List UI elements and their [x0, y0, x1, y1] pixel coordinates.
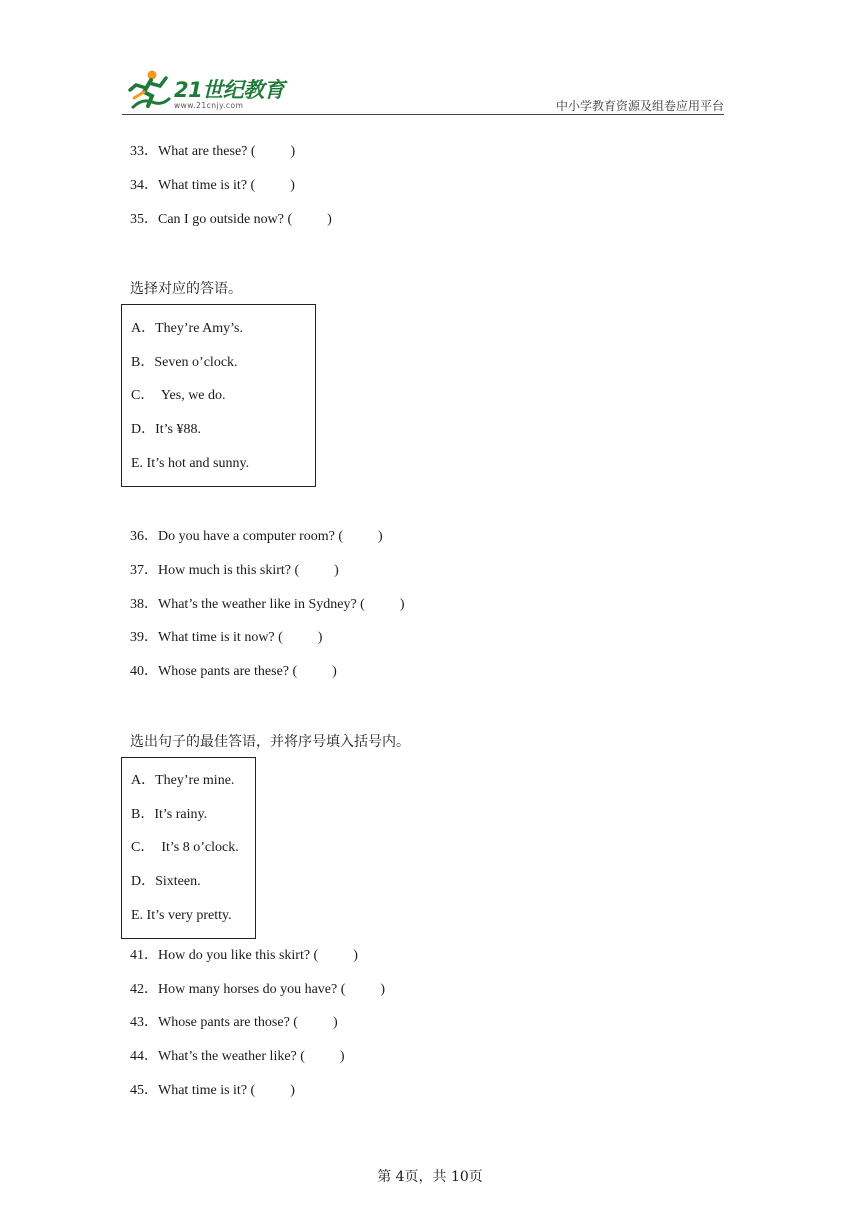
page-number: 第 4页，共 10页: [377, 1169, 483, 1185]
question-36: 36．Do you have a computer room? ( ): [130, 529, 383, 544]
section2-title: 选出句子的最佳答语，并将序号填入括号内。: [130, 734, 410, 750]
section1-option-d: D．It’s ¥88.: [131, 422, 201, 437]
site-logo: [122, 66, 297, 118]
question-41: 41．How do you like this skirt? ( ): [130, 948, 358, 963]
platform-name: 中小学教育资源及组卷应用平台: [555, 99, 724, 113]
section2-option-c: C． It’s 8 o’clock.: [131, 840, 239, 855]
question-42: 42．How many horses do you have? ( ): [130, 982, 386, 997]
logo-url: www.21cnjy.com: [174, 101, 244, 110]
section2-option-b: B．It’s rainy.: [131, 807, 208, 822]
section2-option-e: E. It’s very pretty.: [131, 908, 232, 923]
section1-title: 选择对应的答语。: [130, 281, 242, 297]
question-43: 43．Whose pants are those? ( ): [130, 1015, 338, 1030]
runner-logo-icon: [122, 68, 174, 114]
section2-options-box: [121, 757, 256, 939]
section2-option-a: A．They’re mine.: [131, 773, 235, 788]
question-35: 35．Can I go outside now? ( ): [130, 212, 332, 227]
section2-option-d: D．Sixteen.: [131, 874, 201, 889]
section1-option-c: C． Yes, we do.: [131, 388, 226, 403]
question-38: 38．What’s the weather like in Sydney? ( ): [130, 597, 405, 612]
section1-option-b: B．Seven o’clock.: [131, 355, 238, 370]
question-33: 33．What are these? ( ): [130, 144, 296, 159]
question-39: 39．What time is it now? ( ): [130, 630, 323, 645]
question-45: 45．What time is it? ( ): [130, 1083, 295, 1098]
question-44: 44．What’s the weather like? ( ): [130, 1049, 345, 1064]
question-37: 37．How much is this skirt? ( ): [130, 563, 339, 578]
section1-option-e: E. It’s hot and sunny.: [131, 456, 250, 471]
page-header: [122, 66, 724, 116]
section1-option-a: A．They’re Amy’s.: [131, 321, 243, 336]
header-divider: [122, 114, 724, 115]
section1-options-box: [121, 304, 316, 487]
logo-text: 21世纪教育: [174, 78, 285, 102]
question-34: 34．What time is it? ( ): [130, 178, 295, 193]
question-40: 40．Whose pants are these? ( ): [130, 664, 337, 679]
